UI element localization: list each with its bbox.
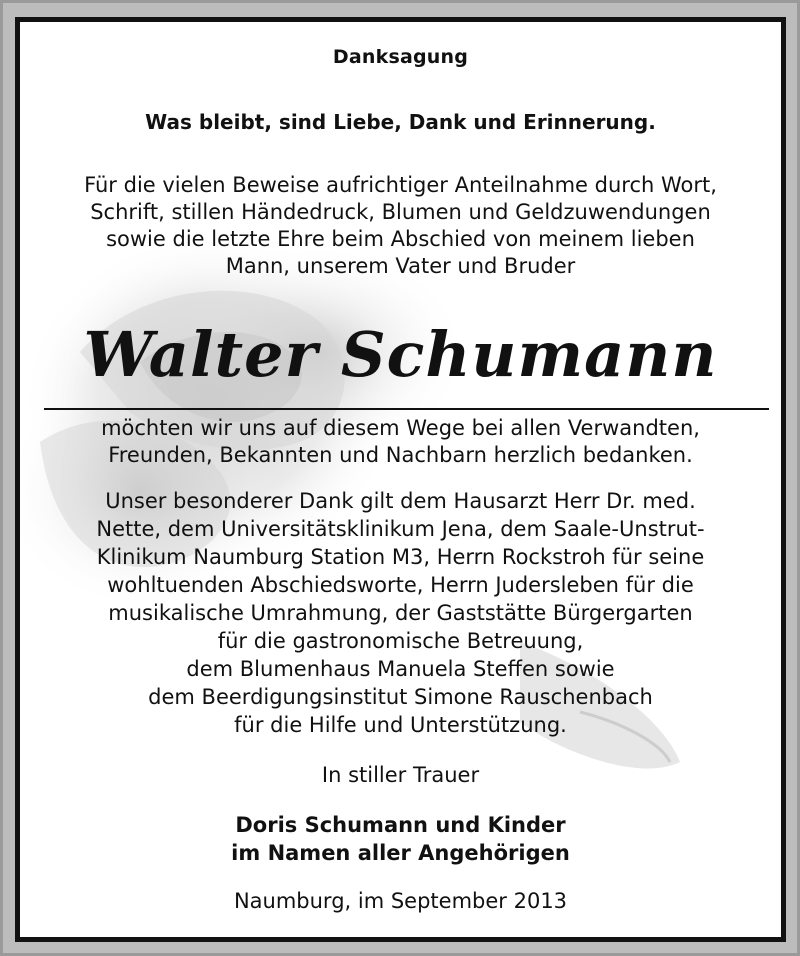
special-thanks-line: musikalische Umrahmung, der Gaststätte Bürgergarten: [108, 601, 693, 625]
special-thanks-line: wohltuenden Abschiedsworte, Herrn Judersleben für die: [107, 573, 694, 597]
mourning-line: In stiller Trauer: [321, 763, 480, 787]
motto: Was bleibt, sind Liebe, Dank und Erinnerung.: [145, 110, 656, 134]
intro-line: sowie die letzte Ehre beim Abschied von meinem lieben: [106, 227, 695, 251]
place-date: Naumburg, im September 2013: [233, 889, 568, 913]
special-thanks-line: dem Blumenhaus Manuela Steffen sowie: [186, 657, 615, 681]
special-thanks-line: Klinikum Naumburg Station M3, Herrn Rockstroh für seine: [96, 545, 705, 569]
intro-line: Für die vielen Beweise aufrichtiger Anteilnahme durch Wort,: [84, 173, 717, 197]
heading: Danksagung: [332, 46, 469, 68]
special-thanks-line: dem Beerdigungsinstitut Simone Rauschenbach: [148, 685, 653, 709]
thanks-line: möchten wir uns auf diesem Wege bei allen Verwandten,: [101, 416, 700, 440]
divider-rule: [44, 408, 769, 410]
thanks-line: Freunden, Bekannten und Nachbarn herzlich bedanken.: [108, 443, 693, 467]
special-thanks-line: für die Hilfe und Unterstützung.: [234, 713, 567, 737]
intro-line: Mann, unserem Vater und Bruder: [225, 254, 576, 278]
signature-line: Doris Schumann und Kinder: [235, 813, 566, 837]
notice-content: [20, 22, 781, 937]
notice-panel: [15, 17, 786, 942]
deceased-name: Walter Schumann: [83, 318, 718, 391]
special-thanks-line: Unser besonderer Dank gilt dem Hausarzt Herr Dr. med.: [105, 489, 696, 513]
special-thanks-line: für die gastronomische Betreuung,: [217, 629, 584, 653]
special-thanks-line: Nette, dem Universitätsklinikum Jena, dem Saale-Unstrut-: [96, 517, 705, 541]
signature-line: im Namen aller Angehörigen: [231, 841, 570, 865]
intro-line: Schrift, stillen Händedruck, Blumen und Geldzuwendungen: [90, 200, 711, 224]
